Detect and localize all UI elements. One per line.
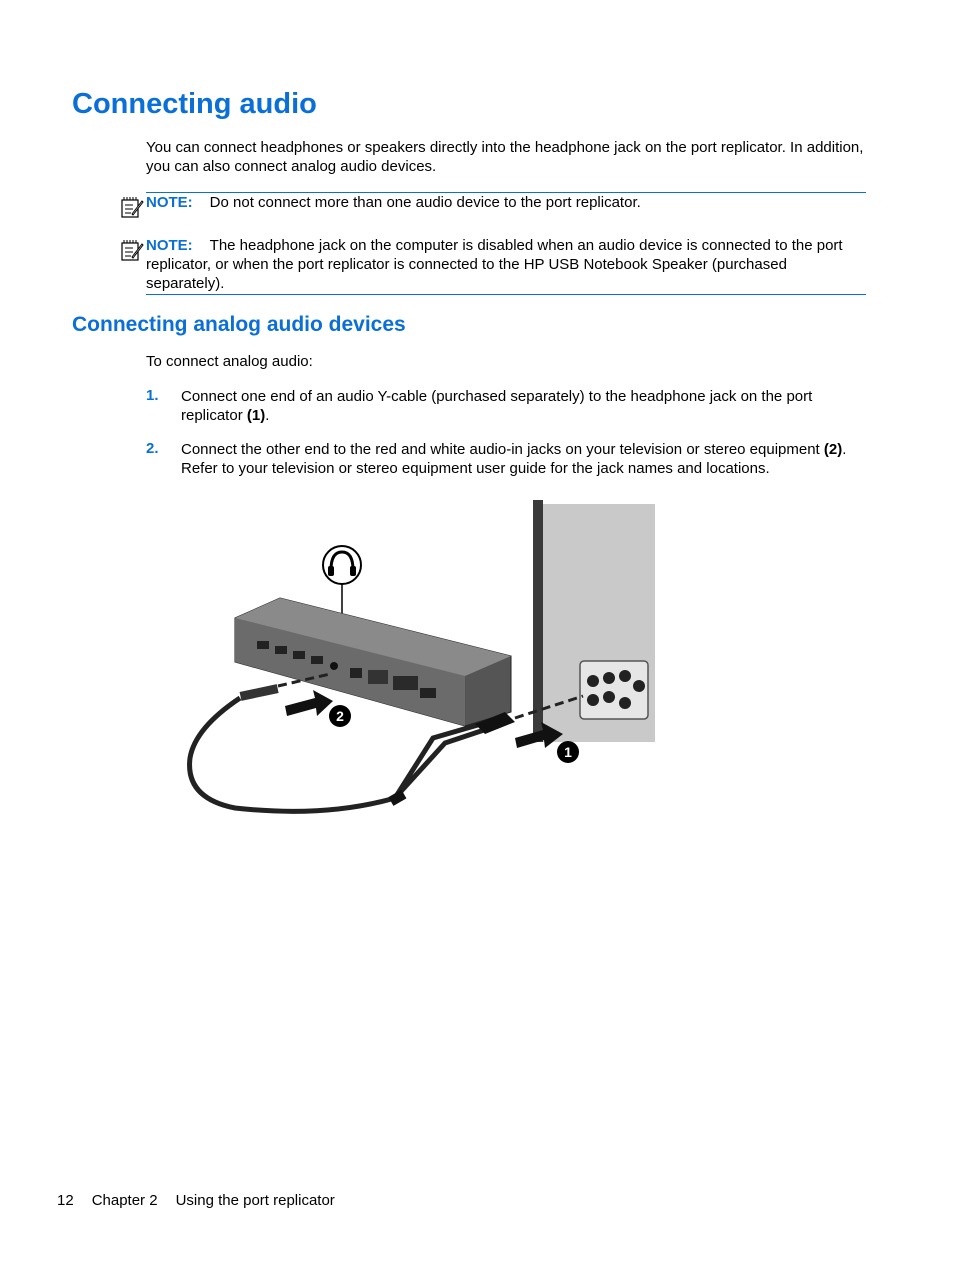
note-icon (120, 195, 144, 219)
page-number: 12 (57, 1192, 74, 1209)
note-label: NOTE: (146, 237, 193, 254)
callout-2: 2 (336, 708, 344, 724)
port-replicator (235, 598, 511, 726)
page-footer (57, 1192, 335, 1209)
note-divider-bottom (146, 294, 866, 295)
note-icon (120, 238, 144, 262)
note-1 (146, 193, 866, 212)
insert-arrow-2 (285, 690, 351, 727)
step-number: 2. (146, 440, 159, 457)
note-2 (146, 236, 866, 293)
step-text: Connect the other end to the red and white audio-in jacks on your television or stereo equipment (2). Refer to your television or stereo equipment user guide for the jack names and locations. (181, 441, 847, 477)
step-text: Connect one end of an audio Y-cable (purchased separately) to the headphone jack on the port replicator (1). (181, 388, 813, 424)
callout-1: 1 (564, 744, 572, 760)
port-replicator-illustration (175, 498, 665, 838)
intro-paragraph: You can connect headphones or speakers directly into the headphone jack on the port replicator. In addition, you can also connect analog audio devices. (146, 139, 864, 175)
note-label: NOTE: (146, 194, 193, 211)
step-number: 1. (146, 387, 159, 404)
note-text: Do not connect more than one audio device to the port replicator. (209, 194, 641, 211)
chapter-label: Chapter 2 (91, 1192, 158, 1209)
note-text: The headphone jack on the computer is disabled when an audio device is connected to the port replicator, or when the port replicator is connected to the HP USB Notebook Speaker (purchased separately). (146, 237, 843, 292)
tv-panel (533, 500, 655, 742)
page-title: Connecting audio (72, 88, 317, 120)
section-heading: Connecting analog audio devices (72, 313, 406, 336)
lead-paragraph: To connect analog audio: (146, 353, 313, 370)
chapter-title: Using the port replicator (175, 1192, 335, 1209)
